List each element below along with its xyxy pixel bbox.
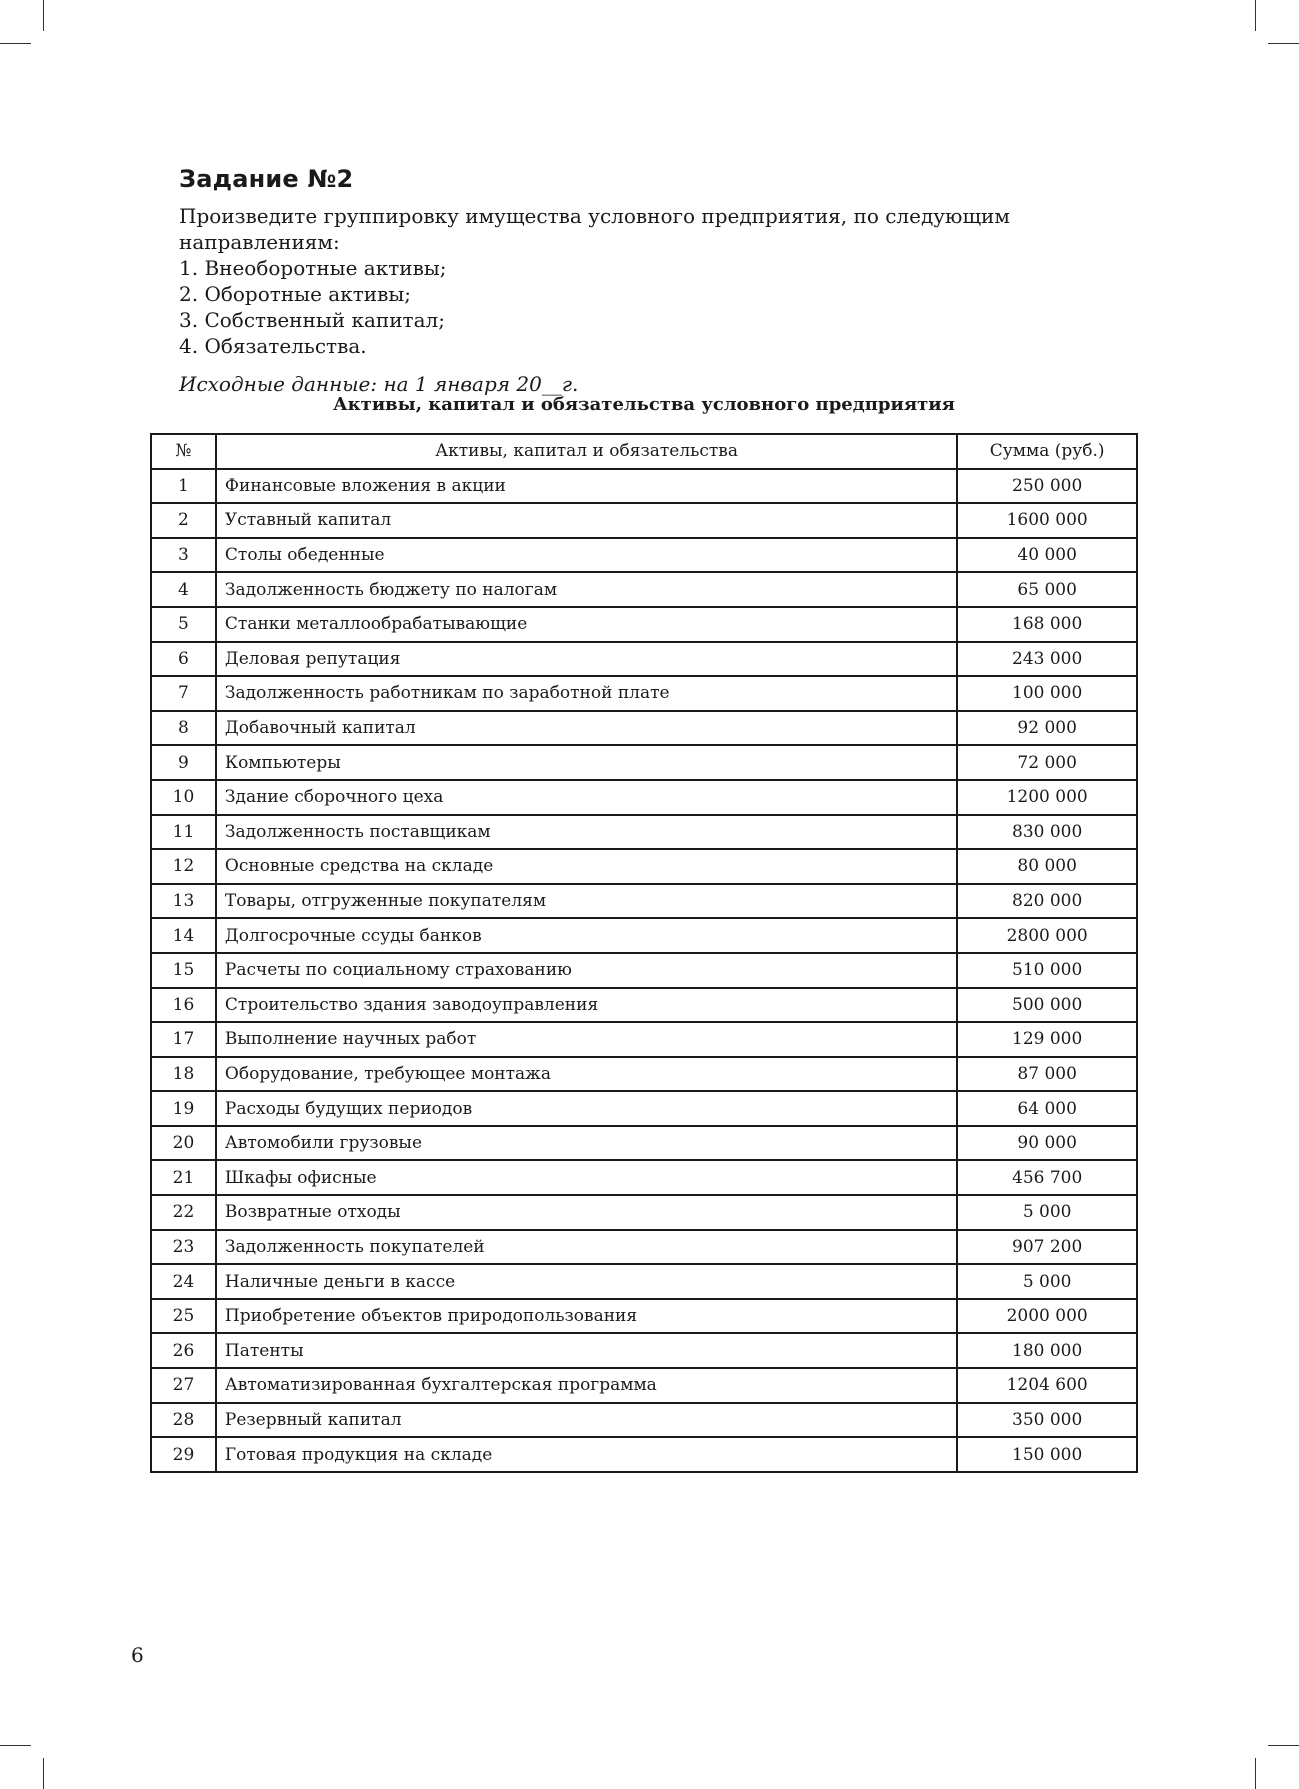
table-header-row [151,434,1137,469]
item-sum: 72 000 [957,745,1137,780]
header-number: № [151,434,216,469]
item-sum: 456 700 [957,1160,1137,1195]
row-number: 20 [151,1126,216,1161]
item-name: Патенты [216,1333,957,1368]
row-number: 19 [151,1091,216,1126]
list-item: 3. Собственный капитал; [179,308,445,332]
table-row [151,711,1137,746]
table-row [151,1437,1137,1472]
table-caption: Активы, капитал и обязательства условного предприятия [333,394,955,415]
row-number: 27 [151,1368,216,1403]
table-row [151,953,1137,988]
crop-mark [1268,43,1299,44]
item-name: Расчеты по социальному страхованию [216,953,957,988]
item-name: Автоматизированная бухгалтерская программа [216,1368,957,1403]
row-number: 28 [151,1403,216,1438]
source-data-note: Исходные данные: на 1 января 20__г. [179,372,579,396]
item-sum: 168 000 [957,607,1137,642]
crop-mark [1268,1745,1299,1746]
item-name: Задолженность поставщикам [216,815,957,850]
item-sum: 87 000 [957,1057,1137,1092]
crop-mark [1255,1758,1256,1789]
row-number: 3 [151,538,216,573]
item-name: Расходы будущих периодов [216,1091,957,1126]
crop-mark [0,1745,31,1746]
item-sum: 100 000 [957,676,1137,711]
table-row [151,469,1137,504]
row-number: 25 [151,1299,216,1334]
item-sum: 65 000 [957,572,1137,607]
row-number: 11 [151,815,216,850]
table-row [151,572,1137,607]
row-number: 22 [151,1195,216,1230]
list-item: 4. Обязательства. [179,334,367,358]
item-name: Шкафы офисные [216,1160,957,1195]
header-name: Активы, капитал и обязательства [216,434,957,469]
row-number: 13 [151,884,216,919]
item-name: Задолженность бюджету по налогам [216,572,957,607]
row-number: 4 [151,572,216,607]
item-sum: 92 000 [957,711,1137,746]
table-row [151,1264,1137,1299]
row-number: 23 [151,1230,216,1265]
table-row [151,884,1137,919]
row-number: 2 [151,503,216,538]
list-item: 1. Внеоборотные активы; [179,256,447,280]
item-sum: 243 000 [957,642,1137,677]
item-name: Деловая репутация [216,642,957,677]
item-name: Товары, отгруженные покупателям [216,884,957,919]
item-sum: 350 000 [957,1403,1137,1438]
item-sum: 129 000 [957,1022,1137,1057]
row-number: 24 [151,1264,216,1299]
task-title: Задание №2 [179,165,354,193]
table-row [151,815,1137,850]
table-row [151,1057,1137,1092]
task-section [179,165,1139,397]
table-row [151,918,1137,953]
table-body [151,469,1137,1472]
table-row [151,1022,1137,1057]
table-row [151,849,1137,884]
item-sum: 5 000 [957,1264,1137,1299]
item-name: Оборудование, требующее монтажа [216,1057,957,1092]
item-name: Столы обеденные [216,538,957,573]
table-row [151,1230,1137,1265]
item-name: Выполнение научных работ [216,1022,957,1057]
item-name: Задолженность работникам по заработной плате [216,676,957,711]
row-number: 5 [151,607,216,642]
page-number: 6 [131,1643,144,1667]
task-intro: Произведите группировку имущества условного предприятия, по следующим направлениям: [179,204,1010,254]
table-row [151,503,1137,538]
item-sum: 830 000 [957,815,1137,850]
row-number: 21 [151,1160,216,1195]
item-name: Уставный капитал [216,503,957,538]
table-row [151,642,1137,677]
row-number: 6 [151,642,216,677]
row-number: 29 [151,1437,216,1472]
row-number: 17 [151,1022,216,1057]
item-name: Автомобили грузовые [216,1126,957,1161]
crop-mark [1255,0,1256,31]
list-item: 2. Оборотные активы; [179,282,412,306]
item-sum: 820 000 [957,884,1137,919]
item-name: Наличные деньги в кассе [216,1264,957,1299]
item-name: Возвратные отходы [216,1195,957,1230]
item-sum: 1200 000 [957,780,1137,815]
item-sum: 64 000 [957,1091,1137,1126]
item-name: Долгосрочные ссуды банков [216,918,957,953]
item-sum: 510 000 [957,953,1137,988]
table-row [151,1091,1137,1126]
item-name: Приобретение объектов природопользования [216,1299,957,1334]
item-sum: 150 000 [957,1437,1137,1472]
item-name: Станки металлообрабатывающие [216,607,957,642]
row-number: 8 [151,711,216,746]
row-number: 16 [151,988,216,1023]
item-sum: 180 000 [957,1333,1137,1368]
item-sum: 500 000 [957,988,1137,1023]
row-number: 12 [151,849,216,884]
table-row [151,780,1137,815]
table-row [151,1368,1137,1403]
table-row [151,538,1137,573]
grouping-list [179,255,1139,359]
crop-mark [0,43,31,44]
item-sum: 2000 000 [957,1299,1137,1334]
table-row [151,745,1137,780]
table-row [151,1299,1137,1334]
item-sum: 5 000 [957,1195,1137,1230]
row-number: 15 [151,953,216,988]
crop-mark [43,1758,44,1789]
item-sum: 90 000 [957,1126,1137,1161]
table-row [151,676,1137,711]
item-name: Задолженность покупателей [216,1230,957,1265]
item-name: Здание сборочного цеха [216,780,957,815]
row-number: 1 [151,469,216,504]
item-sum: 1204 600 [957,1368,1137,1403]
item-name: Основные средства на складе [216,849,957,884]
row-number: 7 [151,676,216,711]
table-row [151,1160,1137,1195]
assets-table [150,433,1138,1473]
item-name: Добавочный капитал [216,711,957,746]
table-row [151,1403,1137,1438]
table-row [151,1126,1137,1161]
header-sum: Сумма (руб.) [957,434,1137,469]
row-number: 14 [151,918,216,953]
row-number: 10 [151,780,216,815]
item-name: Финансовые вложения в акции [216,469,957,504]
table-row [151,607,1137,642]
item-sum: 2800 000 [957,918,1137,953]
item-sum: 907 200 [957,1230,1137,1265]
item-name: Компьютеры [216,745,957,780]
item-sum: 40 000 [957,538,1137,573]
item-name: Резервный капитал [216,1403,957,1438]
table-row [151,988,1137,1023]
item-name: Готовая продукция на складе [216,1437,957,1472]
table-row [151,1333,1137,1368]
crop-mark [43,0,44,31]
item-name: Строительство здания заводоуправления [216,988,957,1023]
table-row [151,1195,1137,1230]
item-sum: 80 000 [957,849,1137,884]
row-number: 9 [151,745,216,780]
item-sum: 1600 000 [957,503,1137,538]
row-number: 26 [151,1333,216,1368]
item-sum: 250 000 [957,469,1137,504]
row-number: 18 [151,1057,216,1092]
